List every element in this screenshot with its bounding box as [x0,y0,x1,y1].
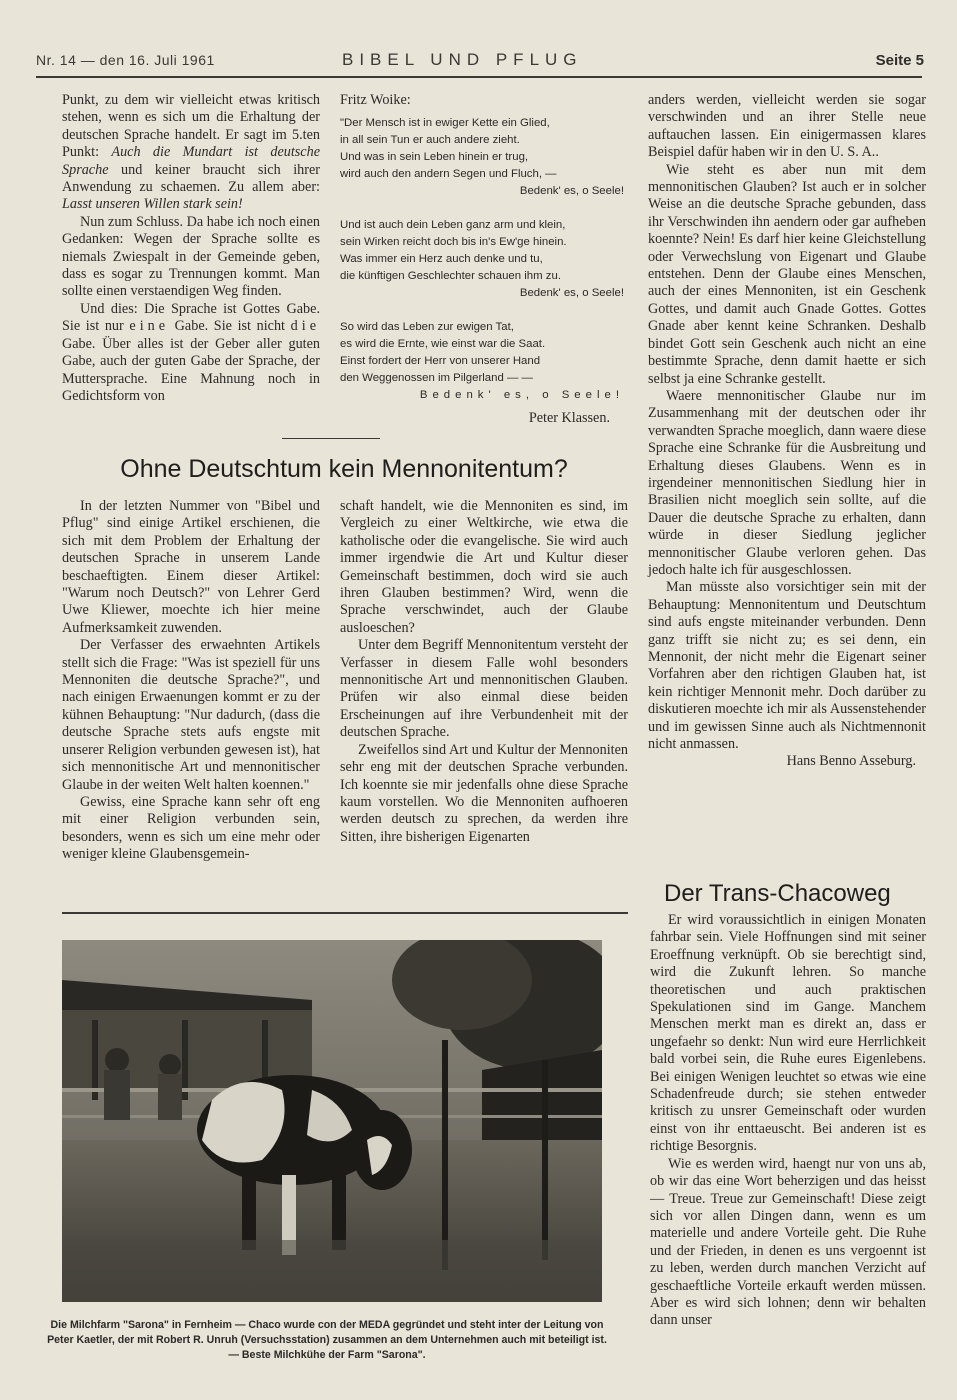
paragraph: Man müsste also vorsichtiger sein mit der Behauptung: Mennonitentum und Deutschtum sind aufs engste miteinander verbunden. Denn ganz trifft sie nicht zu; es sei denn, ein Mennonit, der nicht mehr die Eigenart seiner Vorfahren aber den richtigen Glauben hat, ist kein richtiger Mennonit mehr. Doch darüber zu diskutieren moechte ich mir als Aussenstehender und im gewissen Sinne auch als Nichtmennonit nicht anmassen. [648,579,926,753]
column-3 [648,92,926,771]
paragraph: Gewiss, eine Sprache kann sehr oft eng mit einer Religion verbunden sein, besonders, wenn es sich um eine mehr oder weniger kleine Glaubensgemein- [62,793,320,863]
paragraph: schaft handelt, wie die Mennoniten es sind, im Vergleich zu einer Weltkirche, wie etwa die katholische oder die evangelische. Sie wird auch immer irgendwie die Art und Kultur dieser Gemeinschaft bestimmen, doch wird sie auch ihren Glauben bestimmen? Wird, wenn die Sprache verschwindet, auch der Glaube ausloeschen? [340,498,628,636]
paragraph: Und dies: Die Sprache ist Gottes Gabe. Sie ist nur eine Gabe. Sie ist nicht die Gabe. Über alles ist der Geber aller guten Gabe, auch der guten Gabe der Sprache, der Muttersprache. Eine Mahnung noch in Gedichtsform von [62,300,320,404]
paragraph: Zweifellos sind Art und Kultur der Mennoniten sehr eng mit der deutschen Sprache verbunden. Ich koennte sie mir jedenfalls ohne diese Sprache kaum vorstellen. Wo die Mennoniten aufhoeren werden deutsch zu sprechen, da werden ihre Sitten, ihre bisherigen Eigenarten [340,741,628,845]
paragraph: Wie es werden wird, haengt nur von uns ab, ob wir das eine Wort beherzigen und das heisst — Treue. Treue zur Gemeinschaft! Diese zeigt sich vor allen Dingen dann, wenn es um materielle und andere Vorteile geht. Die Ruhe und der Frieden, in denen es uns vergoennt ist zu leben, werden durch manchen Verzicht auf geschaeftliche Vorteile erkauft werden müssen. Aber es wird sich lohnen; denn wir behalten dann unser [650,1155,926,1329]
poem-stanza: "Der Mensch ist in ewiger Kette ein Glied, in all sein Tun er auch andere zieht. Und was in sein Leben hinein er trug, wird auch den andern Segen und Fluch, — Bedenk' es, o Seele! [340,115,624,200]
farm-photo [62,940,602,1302]
photo-divider [62,912,628,914]
poem-refrain: Bedenk' es, o Seele! [519,287,624,299]
column-1-continued [62,92,320,405]
page-header [36,52,924,76]
header-rule [36,76,922,78]
paragraph: Der Verfasser des erwaehnten Artikels stellt sich die Frage: "Was ist speziell für uns Mennoniten die deutsche Sprache?", und nach einigen Erwaenungen kommt er zu der kühnen Behauptung: "Nur dadurch, (dass die deutsche Sprache stets aufs engste mit unserer Religion verbunden gewesen ist), hat sich mennonitische Art und mennonitischer Glaube in der weiten Welt halten koennen." [62,637,320,793]
paragraph: Wie steht es aber nun mit dem mennonitischen Glauben? Ist auch er in solcher Weise an die deutsche Sprache gebunden, dass ihr Verschwinden ihn aendern oder gar aufheben koennte? Nein! Es darf hier keine Gleichstellung oder Verwechslung von Eigenart und Glaube entstehen. Denn der Glaube eines Menschen, auch der eines Mennoniten, ist ein Geschenk Gottes, und damit auch Gnade Gottes. Gottes Gnade aber kennt keine Schranken. Deshalb bindet Gott sein Geschenk auch nicht an eine bestimmte Sprache, denn damit haette er sich selbst ja eine Schranke gestellt. [648,161,926,387]
article-column-2 [340,498,628,846]
trans-chacoweg-headline: Der Trans-Chacoweg [664,880,891,907]
paragraph: In der letzten Nummer von "Bibel und Pflug" sind einige Artikel erschienen, die sich mit dem Problem der Erhaltung der deutschen Sprache in unserem Lande beschaeftigten. Einem dieser Artikel: "Warum noch Deutsch?" von Lehrer Gerd Uwe Kliewer, moechte ich hier meine Aufmerksamkeit zuwenden. [62,498,320,636]
poem-refrain: Bedenk' es, o Seele! [519,185,624,197]
paragraph: Nun zum Schluss. Da habe ich noch einen Gedanken: Wegen der Sprache sollte es niemals Zwiespalt in der Gemeinde geben, dass es sogar zu Trennungen kommt. Man sollte einen verstaendigen Weg finden. [62,213,320,300]
poem-stanza: So wird das Leben zur ewigen Tat, es wird die Ernte, wie einst war die Saat. Einst fordert der Herr von unserer Hand den Weggenossen im Pilgerland — — Bedenk' es, o Seele! [340,319,624,404]
article-author: Hans Benno Asseburg. [786,753,916,770]
trans-chacoweg-article [650,912,926,1330]
issue-date: Nr. 14 — den 16. Juli 1961 [36,52,215,68]
paragraph: Er wird voraussichtlich in einigen Monaten fahrbar sein. Viele Hoffnungen sind mit seiner Eroeffnung verknüpft. Ob sie berechtigt sind, wird die Zukunft lehren. So manche theoretischen und auch praktischen Spekulationen sind im Gange. Manchem Menschen merkt man es direkt an, dass er ungefaehr so denkt: Nun wird eure Herrlichkeit bald vorbei sein, die Ruhe eures Eigenlebens. Bei einigen Wenigen leuchtet so etwas wie eine Schadenfreude durch; sie stehen entweder kritisch zu unsrer Gemeinschaft oder wurden einst von ihr enttaeuscht. Bei anderen ist es richtige Besorgnis. [650,912,926,1155]
article-headline: Ohne Deutschtum kein Mennonitentum? [120,455,568,483]
paragraph: Unter dem Begriff Mennonitentum versteht der Verfasser in diesem Falle wohl besonders mennonitische Art und mennonitischen Glauben. Prüfen wir also einmal diese beiden Erscheinungen auf ihre Verbundenheit mit der deutschen Sprache. [340,637,628,741]
photo-illustration [62,940,602,1302]
poem-attribution: Fritz Woike: [340,92,411,108]
paragraph: Waere mennonitischer Glaube nur im Zusammenhang mit der deutschen oder ihr verwandten Sprache moeglich, dann waere diese Sprache eine Schranke für die Ausbreitung und Erhaltung dieses Glaubens. Wenn es in irgendeiner mennonitischen Siedlung hier in Brasilien nicht moeglich sein sollte, auf die Dauer die deutsche Sprache zu erhalten, dann würde in dieser Siedlung jeglicher mennonitischer Glaube verloren gehen. Das jedoch halte ich für ausgeschlossen. [648,387,926,578]
poem-author: Peter Klassen. [528,410,610,426]
article-column-1 [62,498,320,864]
publication-title: BIBEL UND PFLUG [342,50,583,69]
poem-stanza: Und ist auch dein Leben ganz arm und klein, sein Wirken reicht doch bis in's Ew'ge hinein. Was immer ein Herz auch denke und tu, die künftigen Geschlechter schauen ihm zu. Bedenk' es, o Seele! [340,217,624,302]
paragraph: anders werden, vielleicht werden sie sogar verschwinden und an ihrer Stelle neue auftauchen lassen. Ein einigermassen klares Beispiel dafür haben wir in den U. S. A.. [648,92,926,161]
photo-caption: Die Milchfarm "Sarona" in Fernheim — Chaco wurde con der MEDA gegründet und steht inter der Leitung von Peter Kaetler, der mit Robert R. Unruh (Versuchsstation) zusammen an dem Unternehmen auch mit beteiligt ist. — Beste Milchkühe der Farm "Sarona". [47,1319,607,1361]
paragraph: Punkt, zu dem wir vielleicht etwas kritisch stehen, wenn es sich um die Erhaltung der deutschen Sprache handelt. Er sagt im 5.ten Punkt: Auch die Mundart ist deutsche Sprache und keiner braucht sich ihrer Anwendung zu schaemen. Zu allem aber: Lasst unseren Willen stark sein! [62,92,320,213]
poem-refrain: Bedenk' es, o Seele! [419,389,624,401]
poem [340,92,624,427]
section-divider [282,438,380,439]
page-number: Seite 5 [875,52,924,69]
